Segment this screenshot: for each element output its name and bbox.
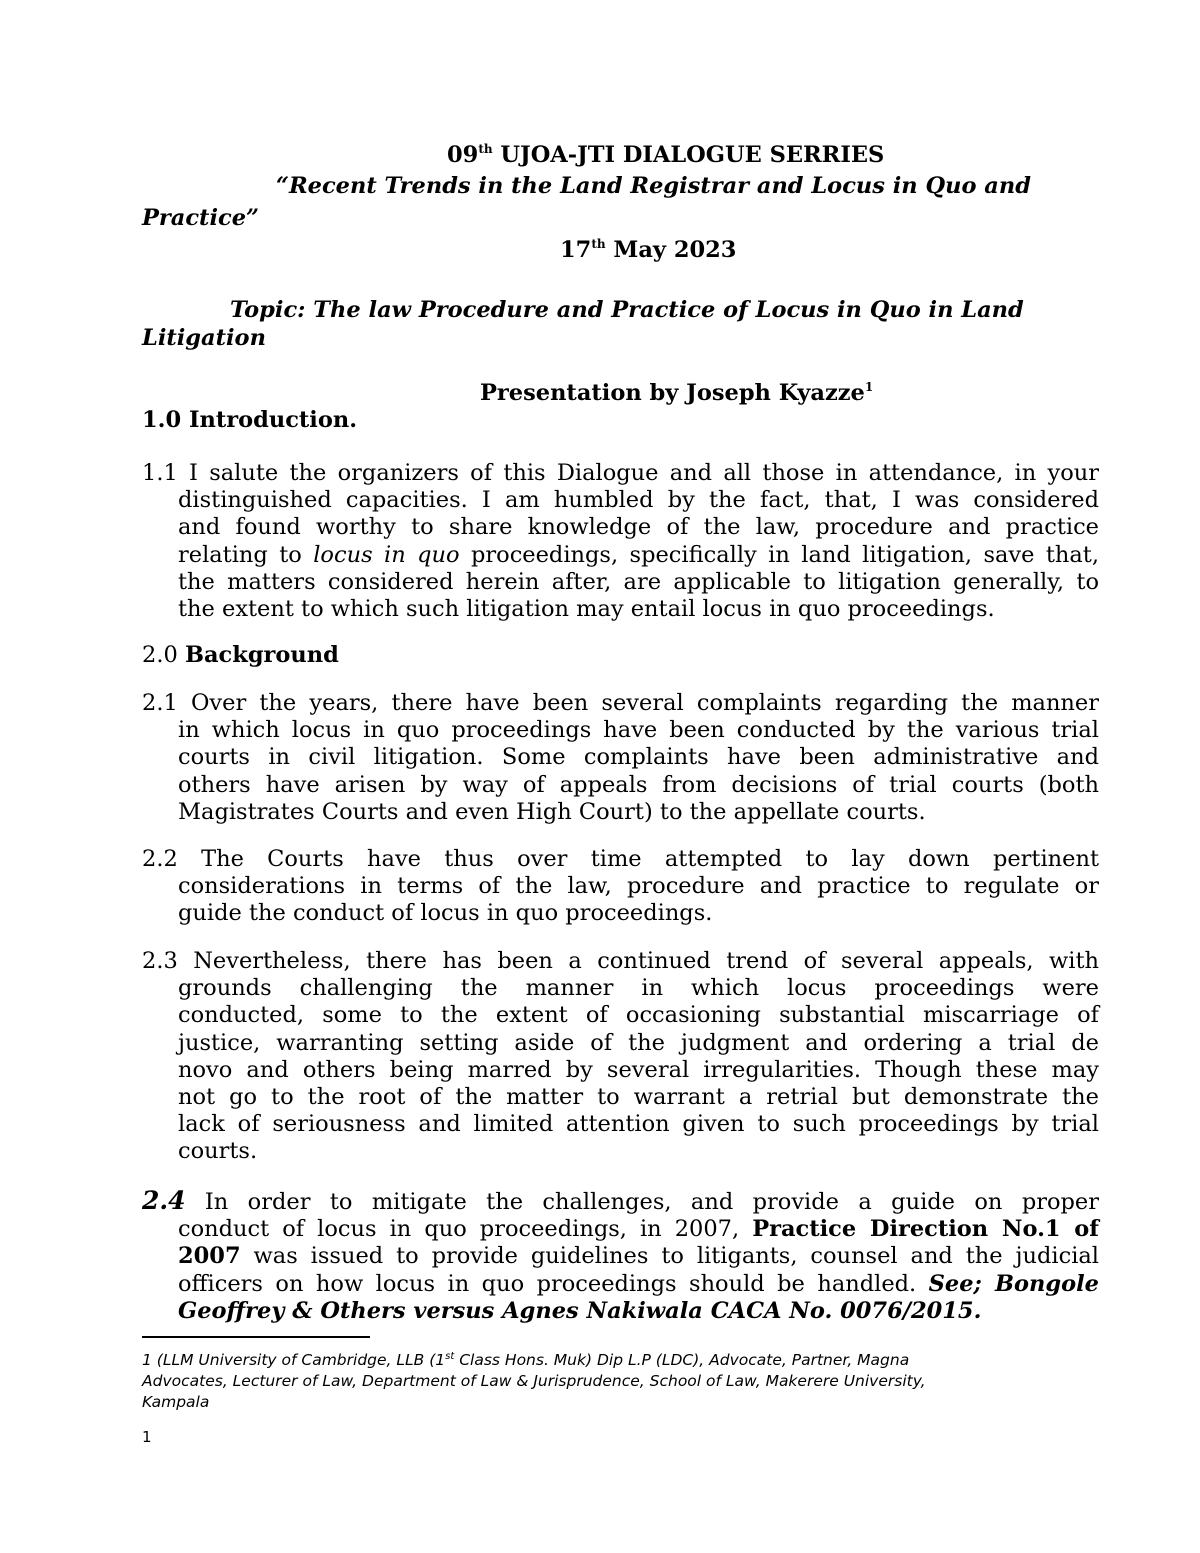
page-number: 1 bbox=[142, 1428, 152, 1446]
paragraph-2-1 bbox=[142, 690, 1099, 826]
section-heading-introduction: 1.0 Introduction. bbox=[142, 407, 358, 433]
paragraph-line: Geoffrey & Others versus Agnes Nakiwala CACA No. 0076/2015. bbox=[178, 1297, 982, 1324]
paragraph-line: distinguished capacities. I am humbled by the fact, that, I was considered bbox=[178, 487, 1099, 514]
footnote-line: 1 (LLM University of Cambridge, LLB (1st Class Hons. Muk) Dip L.P (LDC), Advocate, Partner, Magna bbox=[142, 1351, 910, 1369]
footnote bbox=[142, 1350, 1102, 1413]
paragraph-line: conduct of locus in quo proceedings, in 2007, Practice Direction No.1 of bbox=[178, 1216, 1099, 1243]
paragraph-2-3 bbox=[142, 948, 1099, 1166]
paragraph-line: guide the conduct of locus in quo proceedings. bbox=[178, 900, 713, 927]
paragraph-line: the matters considered herein after, are applicable to litigation generally, to bbox=[178, 568, 1099, 595]
section-heading-background: 2.0 Background bbox=[142, 642, 339, 668]
paragraph-line: 2.1 Over the years, there have been several complaints regarding the manner bbox=[142, 690, 1099, 716]
paragraph-line: others have arisen by way of appeals from decisions of trial courts (both bbox=[178, 771, 1099, 798]
presenter-line: Presentation by Joseph Kyazze$^1$ bbox=[480, 380, 874, 406]
paragraph-1-1 bbox=[142, 460, 1099, 623]
theme-line-2: Practice” bbox=[142, 205, 259, 231]
paragraph-line: 2.2 The Courts have thus over time attempted to lay down pertinent bbox=[142, 846, 1099, 872]
paragraph-line: novo and others being marred by several irregularities. Though these may bbox=[178, 1056, 1099, 1083]
footnote-reference[interactable]: 1 bbox=[864, 380, 874, 394]
paragraph-line: grounds challenging the manner in which locus proceedings were bbox=[178, 975, 1099, 1002]
footnote-separator bbox=[142, 1336, 370, 1338]
paragraph-line: justice, warranting setting aside of the judgment and ordering a trial de bbox=[178, 1029, 1099, 1056]
paragraph-line: courts in civil litigation. Some complaints have been administrative and bbox=[178, 744, 1099, 771]
paragraph-2-4 bbox=[142, 1187, 1099, 1325]
topic-line-1: Topic: The law Procedure and Practice of Locus in Quo in Land bbox=[230, 297, 1024, 323]
paragraph-line: conducted, some to the extent of occasioning substantial miscarriage of bbox=[178, 1002, 1099, 1029]
paragraph-line: 2007 was issued to provide guidelines to litigants, counsel and the judicial bbox=[178, 1243, 1099, 1270]
paragraph-line: in which locus in quo proceedings have been conducted by the various trial bbox=[178, 717, 1099, 744]
footnote-line: Advocates, Lecturer of Law, Department of Law & Jurisprudence, School of Law, Makerere University, bbox=[142, 1372, 926, 1390]
paragraph-line: the extent to which such litigation may entail locus in quo proceedings. bbox=[178, 596, 995, 623]
paragraph-line: officers on how locus in quo proceedings should be handled. See; Bongole bbox=[178, 1270, 1099, 1297]
paragraph-line: 2.3 Nevertheless, there has been a continued trend of several appeals, with bbox=[142, 948, 1099, 974]
paragraph-line: considerations in terms of the law, procedure and practice to regulate or bbox=[178, 873, 1099, 900]
paragraph-2-2 bbox=[142, 846, 1099, 928]
paragraph-line: 2.4 In order to mitigate the challenges, and provide a guide on proper bbox=[142, 1186, 1099, 1215]
footnote-line: Kampala bbox=[142, 1393, 210, 1411]
paragraph-line: relating to locus in quo proceedings, specifically in land litigation, save that, bbox=[178, 541, 1099, 568]
paragraph-line: Magistrates Courts and even High Court) to the appellate courts. bbox=[178, 798, 926, 825]
paragraph-line: courts. bbox=[178, 1138, 258, 1165]
topic-line-2: Litigation bbox=[142, 325, 266, 351]
theme-line-1: “Recent Trends in the Land Registrar and Locus in Quo and bbox=[276, 173, 1031, 199]
paragraph-line: lack of seriousness and limited attention given to such proceedings by trial bbox=[178, 1111, 1099, 1138]
paragraph-line: not go to the root of the matter to warrant a retrial but demonstrate the bbox=[178, 1084, 1099, 1111]
series-title: 09th UJOA-JTI DIALOGUE SERRIES bbox=[447, 142, 885, 168]
event-date: 17th May 2023 bbox=[560, 237, 737, 263]
paragraph-line: 1.1 I salute the organizers of this Dialogue and all those in attendance, in your bbox=[142, 460, 1099, 486]
paragraph-line: and found worthy to share knowledge of the law, procedure and practice bbox=[178, 514, 1099, 541]
